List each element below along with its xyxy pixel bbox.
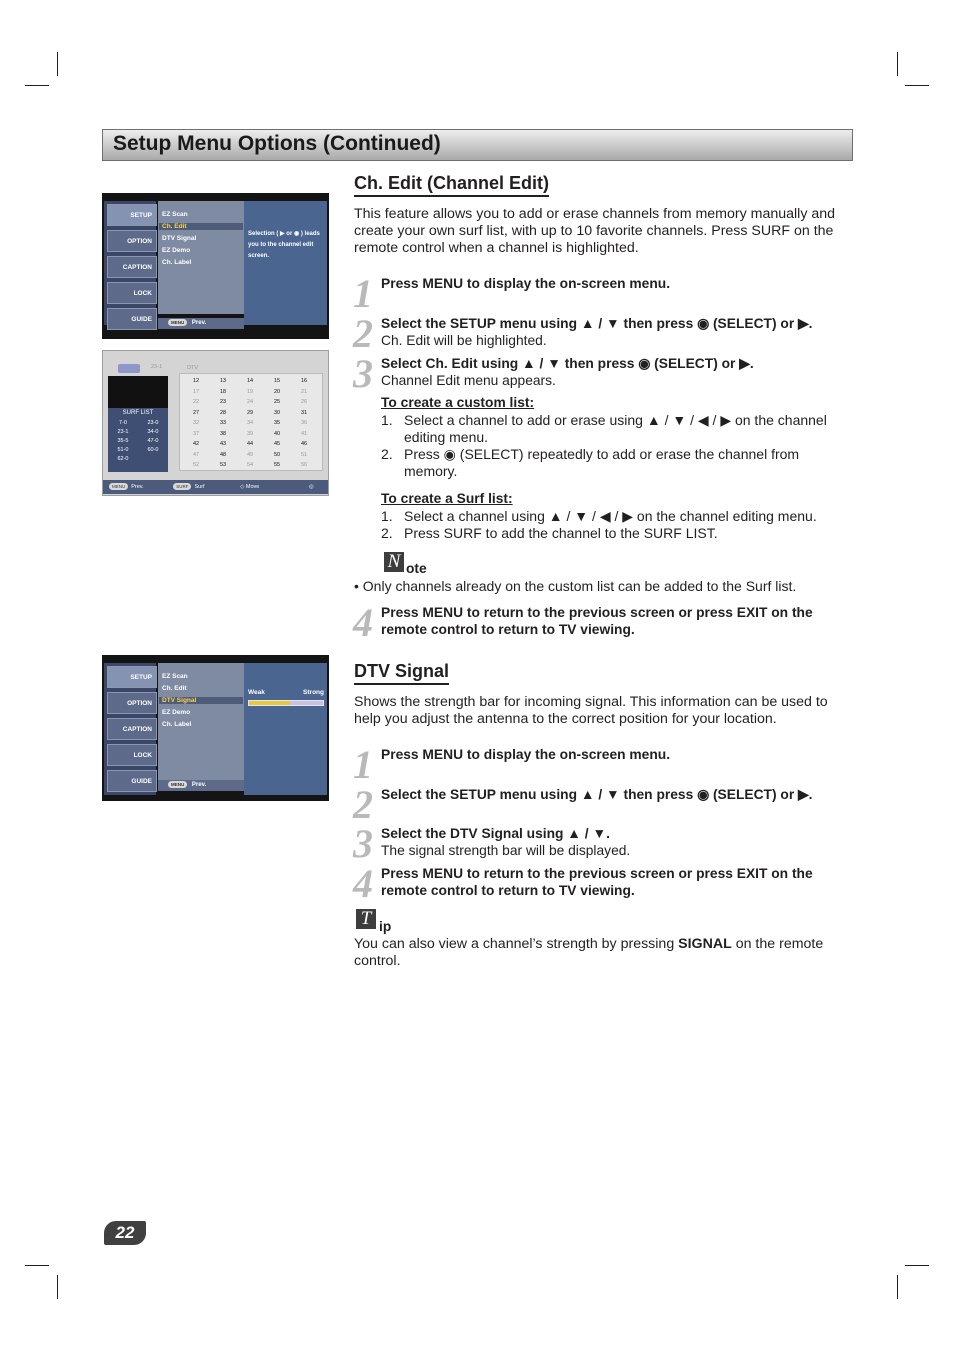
signal-strong-label: Strong [303,689,324,696]
channel-cell[interactable]: 39 [246,430,254,437]
footer-surf: Surf [194,484,205,490]
surf-item: 47-0 [147,438,159,444]
signal-strength-bar [248,700,324,706]
page-title-bar [102,129,853,161]
osd-setup-menu-ch-edit [102,193,329,339]
ch-edit-step-2 [381,315,851,349]
osd-submenu-item: EZ Scan [162,211,188,218]
channel-cell[interactable]: 21 [300,388,308,395]
osd-menu-option: OPTION [107,230,157,252]
page-number: 22 [104,1221,146,1245]
osd-footer-text: Prev. [191,320,207,326]
ch-edit-intro: This feature allows you to add or erase channels from memory manually and create your own surf list, with up to 10 favorite channels. Press SURF on the remote control when a channel is highlighted. [354,206,836,256]
menu-key-pill: MENU [168,781,187,788]
channel-cell[interactable]: 26 [300,399,308,405]
section-heading-dtv-signal: DTV Signal [354,661,449,685]
tip-text [354,936,850,970]
channel-cell[interactable]: 18 [219,388,227,395]
osd-signal-panel [244,663,327,795]
channel-cell[interactable]: 13 [219,378,227,384]
step-instruction: Select the DTV Signal using ▲ / ▼. [381,826,610,841]
dtv-signal-intro: Shows the strength bar for incoming signal. This information can be used to help you adjust the antenna to the correct position for your location. [354,694,828,727]
channel-cell[interactable]: 27 [192,409,200,416]
crop-mark [905,85,929,86]
osd-menu-guide: GUIDE [107,770,157,792]
osd-menu-caption: CAPTION [107,718,157,740]
surf-list-item [381,525,851,542]
osd-menu-option: OPTION [107,692,157,714]
dtv-step-4 [381,865,851,899]
list-text: Select a channel to add or erase using ▲ / ▼ / ◀ / ▶ on the channel editing menu. [404,412,827,445]
osd-submenu-item: Ch. Label [162,259,192,266]
ch-edit-step-1 [381,275,851,292]
channel-cell[interactable]: 34 [246,420,254,426]
step-instruction: Select the SETUP menu using ▲ / ▼ then press ◉ (SELECT) or ▶. [381,787,813,802]
footer-move: Move [245,484,260,490]
step-instruction: Select Ch. Edit using ▲ / ▼ then press ◉ (SELECT) or ▶. [381,356,754,371]
list-text: Select a channel using ▲ / ▼ / ◀ / ▶ on the channel editing menu. [404,508,817,524]
surf-item: 34-0 [147,429,159,435]
footer-prev: Prev. [131,484,144,490]
channel-cell[interactable]: 41 [300,430,308,437]
osd-menu-guide: GUIDE [107,308,157,330]
osd-menu-lock: LOCK [107,282,157,304]
osd-menu-setup: SETUP [107,666,157,688]
dtv-step-2 [381,786,851,803]
step-detail: Ch. Edit will be highlighted. [381,333,547,348]
channel-cell[interactable]: 25 [273,399,281,405]
step-number: 2 [353,782,371,827]
page-title: Setup Menu Options (Continued) [113,132,441,155]
channel-cell[interactable]: 15 [273,378,281,384]
channel-cell[interactable]: 49 [246,451,254,458]
step-number: 3 [353,821,371,866]
step-detail: The signal strength bar will be displayed. [381,843,631,858]
select-icon: ◎ [308,484,314,490]
channel-edit-footer [103,480,328,504]
list-number: 2. [381,525,393,541]
signal-strength-fill [249,701,290,705]
channel-cell[interactable]: 17 [192,388,200,395]
osd-submenu-item: DTV Signal [162,235,197,242]
channel-cell[interactable]: 44 [246,441,254,447]
surf-item: 51-0 [117,447,129,453]
step-number: 1 [353,271,371,316]
crop-mark [897,1275,898,1299]
surf-list-title: SURF LIST [122,410,154,416]
channel-cell[interactable]: 38 [219,430,227,437]
channel-cell[interactable]: 22 [192,399,200,405]
list-text: Press SURF to add the channel to the SURF LIST. [404,525,718,541]
osd-main-menu [104,201,156,325]
osd-setup-menu-dtv-signal [102,655,329,801]
osd-submenu-item-selected: Ch. Edit [159,223,243,230]
channel-grid [179,373,323,471]
osd-help-panel [244,201,327,325]
surf-list-panel [108,408,168,472]
move-icon: ◇ [240,484,245,490]
video-preview [108,376,168,408]
osd-help-text: Selection ( ▶ or ◉ ) leads you to the channel edit screen. [248,231,320,259]
channel-cell[interactable]: 35 [273,420,281,426]
crop-mark [25,1265,49,1266]
dtv-step-3 [381,825,851,859]
channel-cell[interactable]: 56 [300,462,308,468]
channel-cell[interactable]: 51 [300,451,308,458]
channel-cell[interactable]: 14 [246,378,254,384]
step-instruction: Press MENU to display the on-screen menu. [381,276,671,291]
step-instruction: Select the SETUP menu using ▲ / ▼ then press ◉ (SELECT) or ▶. [381,316,813,331]
osd-menu-setup: SETUP [107,204,157,226]
osd-submenu [158,201,244,314]
channel-cell[interactable]: 19 [246,388,254,395]
section-heading-ch-edit: Ch. Edit (Channel Edit) [354,173,549,197]
osd-submenu-item: Ch. Edit [162,685,187,692]
footer-add-delete: Add/Delete [103,498,131,504]
channel-cell[interactable]: 16 [300,378,308,384]
channel-cell[interactable]: 33 [219,420,227,426]
crop-mark [905,1265,929,1266]
ch-edit-step-4 [381,604,851,638]
channel-cell[interactable]: 28 [219,409,227,416]
osd-menu-caption: CAPTION [107,256,157,278]
channel-cell[interactable]: 45 [273,441,281,447]
step-detail: Channel Edit menu appears. [381,373,556,388]
crop-mark [57,52,58,76]
surf-list-heading: To create a Surf list: [381,491,513,506]
channel-cell[interactable]: 52 [192,462,200,468]
list-number: 2. [381,446,393,462]
surf-item: 60-0 [147,447,159,453]
list-number: 1. [381,412,393,428]
osd-submenu-item: EZ Demo [162,247,191,254]
surf-item: 7-0 [119,420,127,426]
surf-list-item [381,508,851,525]
crop-mark [25,85,49,86]
osd-submenu-item: Ch. Label [162,721,192,728]
osd-footer [158,780,244,791]
surf-item: 35-5 [117,438,129,444]
crop-mark [57,1275,58,1299]
custom-list-item [381,412,851,446]
osd-submenu [158,663,244,785]
channel-cell[interactable]: 43 [219,441,227,447]
tip-text-key: SIGNAL [678,936,732,952]
channel-cell[interactable]: 20 [273,388,281,395]
osd-submenu-item: EZ Demo [162,709,191,716]
osd-submenu-item: EZ Scan [162,673,188,680]
ch-edit-step-3 [381,355,851,389]
step-number: 1 [353,742,371,787]
channel-cell[interactable]: 53 [219,462,227,468]
note-text: • Only channels already on the custom list can be added to the Surf list. [354,578,797,594]
channel-cell[interactable]: 12 [192,378,200,384]
tip-text-end: on the remote control. [354,936,824,969]
channel-cell[interactable]: 42 [192,441,200,447]
menu-key-pill: MENU [168,319,187,326]
channel-cell[interactable]: 31 [300,409,308,416]
list-text: Press ◉ (SELECT) repeatedly to add or erase the channel from memory. [404,446,800,479]
tip-label: ip [379,919,392,934]
channel-cell[interactable]: 40 [273,430,281,437]
surf-key-pill: SURF [173,483,191,490]
channel-cell[interactable]: 23 [219,399,227,405]
step-number: 3 [353,351,371,396]
note-label: ote [406,561,427,576]
channel-cell[interactable]: 30 [273,409,281,416]
osd-menu-lock: LOCK [107,744,157,766]
channel-cell[interactable]: 54 [246,462,254,468]
dtv-step-1 [381,746,851,763]
step-instruction: Press MENU to return to the previous screen or press EXIT on the remote control to return to TV viewing. [381,605,813,637]
osd-footer-text: Prev. [191,782,207,788]
surf-item: 23-0 [147,420,159,426]
channel-cell[interactable]: 48 [219,451,227,458]
channel-cell[interactable]: 47 [192,451,200,458]
channel-cell[interactable]: 50 [273,451,281,458]
channel-cell[interactable]: 32 [192,420,200,426]
channel-tag: 23-1 [151,364,163,370]
surf-item: 23-1 [117,429,129,435]
osd-main-menu [104,663,156,795]
channel-cell[interactable]: 29 [246,409,254,416]
list-number: 1. [381,508,393,524]
signal-weak-label: Weak [248,689,265,696]
step-instruction: Press MENU to return to the previous screen or press EXIT on the remote control to return to TV viewing. [381,866,813,898]
brand-logo [118,364,140,373]
custom-list-item [381,446,851,480]
step-number: 4 [353,600,371,645]
channel-cell[interactable]: 46 [300,441,308,447]
osd-footer [158,318,244,329]
channel-edit-tab: DTV [187,365,198,371]
crop-mark [897,52,898,76]
osd-submenu-item-selected: DTV Signal [159,697,243,704]
surf-item: 62-0 [117,456,129,462]
surf-list-items [108,420,168,462]
channel-cell[interactable]: 36 [300,420,308,426]
step-instruction: Press MENU to display the on-screen menu. [381,747,671,762]
step-number: 4 [353,861,371,906]
step-number: 2 [353,311,371,356]
note-icon: N [384,552,404,572]
channel-cell[interactable]: 55 [273,462,281,468]
tip-text-start: You can also view a channel’s strength by pressing [354,936,679,952]
menu-key-pill: MENU [109,483,128,490]
custom-list-heading: To create a custom list: [381,395,535,410]
tip-icon: T [356,909,376,929]
channel-cell[interactable]: 24 [246,399,254,405]
osd-channel-edit-screen [102,350,329,504]
channel-cell[interactable]: 37 [192,430,200,437]
